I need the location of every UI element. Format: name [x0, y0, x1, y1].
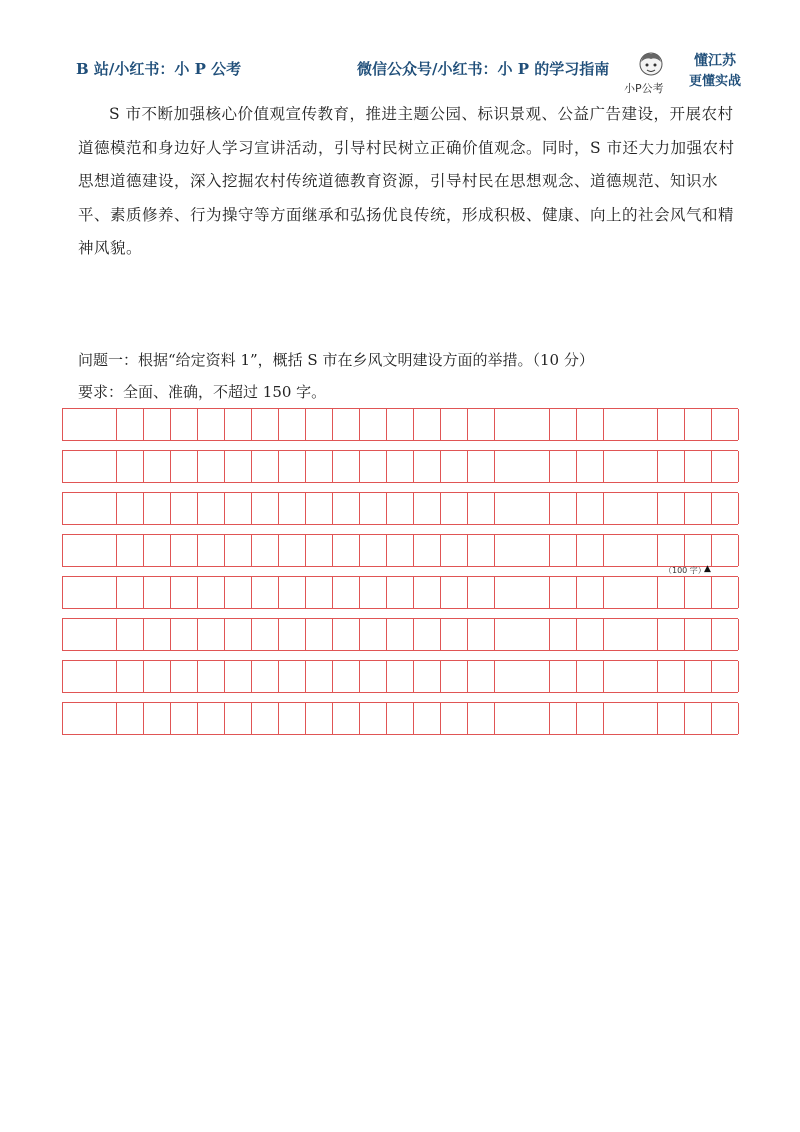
- answer-grid-cell[interactable]: [143, 535, 144, 566]
- answer-grid-cell[interactable]: [170, 661, 171, 692]
- answer-grid-cell[interactable]: [657, 493, 658, 524]
- answer-grid-cell[interactable]: [305, 451, 306, 482]
- answer-grid-cell[interactable]: [143, 619, 144, 650]
- answer-grid-cell[interactable]: [197, 451, 198, 482]
- answer-grid-cell[interactable]: [251, 577, 252, 608]
- answer-grid-row[interactable]: [62, 702, 738, 735]
- answer-grid-cell[interactable]: [549, 577, 550, 608]
- answer-grid-cell[interactable]: [305, 661, 306, 692]
- answer-grid-cell[interactable]: [278, 493, 279, 524]
- answer-grid-cell[interactable]: [576, 619, 577, 650]
- answer-grid-cell[interactable]: [170, 451, 171, 482]
- answer-grid-cell[interactable]: [278, 577, 279, 608]
- header-left-text: B 站/小红书：小 P 公考: [76, 60, 242, 78]
- answer-grid-cell[interactable]: [711, 409, 712, 440]
- answer-grid-cell[interactable]: [467, 661, 468, 692]
- answer-grid-cell[interactable]: [711, 703, 712, 734]
- answer-grid-cell[interactable]: [494, 619, 495, 650]
- answer-grid-row[interactable]: [62, 534, 738, 567]
- answer-grid-cell[interactable]: [684, 409, 685, 440]
- answer-grid-cell[interactable]: [413, 703, 414, 734]
- slogan-line-2: 更懂实战: [688, 74, 741, 89]
- answer-grid-cell[interactable]: [738, 661, 739, 692]
- answer-grid-cell[interactable]: [359, 451, 360, 482]
- answer-grid-cell[interactable]: [251, 535, 252, 566]
- answer-grid-cell[interactable]: [440, 619, 441, 650]
- answer-grid-cell[interactable]: [305, 577, 306, 608]
- answer-grid-cell[interactable]: [386, 703, 387, 734]
- answer-grid-cell[interactable]: [549, 535, 550, 566]
- answer-grid-row[interactable]: [62, 450, 738, 483]
- answer-grid-cell[interactable]: [305, 619, 306, 650]
- answer-grid-cell[interactable]: [143, 451, 144, 482]
- answer-grid-cell[interactable]: [359, 577, 360, 608]
- answer-grid-cell[interactable]: [576, 409, 577, 440]
- answer-grid-cell[interactable]: [197, 535, 198, 566]
- answer-grid-cell[interactable]: [386, 577, 387, 608]
- answer-grid-cell[interactable]: [62, 535, 63, 566]
- answer-grid-cell[interactable]: [603, 577, 604, 608]
- answer-grid-cell[interactable]: [413, 493, 414, 524]
- answer-grid-cell[interactable]: [332, 703, 333, 734]
- answer-grid-cell[interactable]: [251, 661, 252, 692]
- answer-grid-cell[interactable]: [413, 409, 414, 440]
- question-requirement: 要求：全面、准确，不超过 150 字。: [78, 383, 327, 401]
- answer-grid-cell[interactable]: [116, 661, 117, 692]
- answer-grid-cell[interactable]: [170, 535, 171, 566]
- answer-grid-cell[interactable]: [197, 577, 198, 608]
- answer-grid-cell[interactable]: [305, 493, 306, 524]
- answer-grid-cell[interactable]: [738, 535, 739, 566]
- answer-grid-cell[interactable]: [116, 577, 117, 608]
- answer-grid-cell[interactable]: [116, 493, 117, 524]
- answer-grid-cell[interactable]: [684, 619, 685, 650]
- answer-grid-cell[interactable]: [549, 619, 550, 650]
- answer-grid-cell[interactable]: [332, 451, 333, 482]
- answer-grid-cell[interactable]: [549, 661, 550, 692]
- answer-grid-cell[interactable]: [197, 493, 198, 524]
- answer-grid-row[interactable]: [62, 618, 738, 651]
- word-counter-label: （100 字）: [664, 566, 706, 575]
- material-paragraph: S 市不断加强核心价值观宣传教育，推进主题公园、标识景观、公益广告建设，开展农村道德模范和身边好人学习宣讲活动，引导村民树立正确价值观念。同时，S 市还大力加强农村思想道德建设，深入挖掘农村传统道德教育资源，引导村民在思想观念、道德规范、知识水平、素质修养、行为操守等方面继承和弘扬优良传统，形成积极、健康、向上的社会风气和精神风貌。: [78, 105, 735, 257]
- answer-grid-row[interactable]: [62, 408, 738, 441]
- answer-grid-cell[interactable]: [684, 661, 685, 692]
- answer-grid-cell[interactable]: [467, 703, 468, 734]
- question-title: 问题一：根据“给定资料 1”，概括 S 市在乡风文明建设方面的举措。（10 分）: [78, 351, 594, 369]
- answer-grid-cell[interactable]: [143, 493, 144, 524]
- answer-grid-cell[interactable]: [386, 409, 387, 440]
- answer-grid-cell[interactable]: [711, 619, 712, 650]
- answer-grid-cell[interactable]: [684, 493, 685, 524]
- answer-grid-cell[interactable]: [494, 493, 495, 524]
- answer-grid-cell[interactable]: [116, 535, 117, 566]
- answer-grid-cell[interactable]: [738, 619, 739, 650]
- answer-grid-cell[interactable]: [332, 619, 333, 650]
- answer-grid-cell[interactable]: [413, 451, 414, 482]
- answer-grid-cell[interactable]: [224, 409, 225, 440]
- answer-grid-cell[interactable]: [143, 577, 144, 608]
- answer-grid-cell[interactable]: [711, 535, 712, 566]
- answer-grid-row[interactable]: [62, 660, 738, 693]
- answer-grid-row[interactable]: [62, 576, 738, 609]
- header-right-text: 微信公众号/小红书：小 P 的学习指南: [357, 60, 610, 78]
- mascot-logo-icon: [636, 50, 666, 80]
- answer-grid-cell[interactable]: [603, 493, 604, 524]
- answer-grid-cell[interactable]: [738, 577, 739, 608]
- answer-grid-cell[interactable]: [711, 661, 712, 692]
- answer-grid-cell[interactable]: [278, 661, 279, 692]
- answer-grid-cell[interactable]: [386, 661, 387, 692]
- answer-grid-cell[interactable]: [197, 703, 198, 734]
- answer-grid-cell[interactable]: [603, 661, 604, 692]
- answer-grid-cell[interactable]: [386, 493, 387, 524]
- answer-grid-cell[interactable]: [62, 703, 63, 734]
- answer-grid-cell[interactable]: [170, 619, 171, 650]
- answer-grid-cell[interactable]: [359, 619, 360, 650]
- answer-grid-cell[interactable]: [305, 409, 306, 440]
- answer-grid-cell[interactable]: [657, 661, 658, 692]
- answer-grid-cell[interactable]: [684, 535, 685, 566]
- answer-grid-cell[interactable]: [467, 493, 468, 524]
- answer-grid-cell[interactable]: [576, 577, 577, 608]
- answer-grid-cell[interactable]: [440, 451, 441, 482]
- answer-grid-cell[interactable]: [386, 535, 387, 566]
- answer-grid-cell[interactable]: [603, 619, 604, 650]
- answer-grid-cell[interactable]: [413, 577, 414, 608]
- answer-grid-cell[interactable]: [467, 451, 468, 482]
- answer-grid-cell[interactable]: [603, 535, 604, 566]
- answer-grid-cell[interactable]: [332, 493, 333, 524]
- answer-grid-cell[interactable]: [62, 409, 63, 440]
- answer-grid-cell[interactable]: [440, 577, 441, 608]
- answer-grid-cell[interactable]: [549, 493, 550, 524]
- answer-grid-cell[interactable]: [711, 451, 712, 482]
- answer-grid-cell[interactable]: [657, 409, 658, 440]
- answer-grid-cell[interactable]: [657, 451, 658, 482]
- answer-grid-cell[interactable]: [62, 493, 63, 524]
- answer-grid-cell[interactable]: [251, 409, 252, 440]
- answer-grid-cell[interactable]: [440, 493, 441, 524]
- answer-grid-cell[interactable]: [711, 493, 712, 524]
- answer-grid-cell[interactable]: [413, 535, 414, 566]
- answer-grid-cell[interactable]: [494, 451, 495, 482]
- answer-grid-cell[interactable]: [170, 703, 171, 734]
- answer-grid-cell[interactable]: [467, 409, 468, 440]
- answer-grid-cell[interactable]: [116, 409, 117, 440]
- answer-grid-cell[interactable]: [278, 703, 279, 734]
- answer-grid-cell[interactable]: [332, 535, 333, 566]
- answer-grid-cell[interactable]: [549, 703, 550, 734]
- answer-grid-cell[interactable]: [251, 703, 252, 734]
- answer-grid-cell[interactable]: [576, 493, 577, 524]
- answer-grid-cell[interactable]: [657, 577, 658, 608]
- answer-grid-cell[interactable]: [62, 451, 63, 482]
- answer-grid-cell[interactable]: [386, 619, 387, 650]
- answer-grid-cell[interactable]: [494, 577, 495, 608]
- answer-grid-cell[interactable]: [413, 661, 414, 692]
- answer-grid-cell[interactable]: [62, 619, 63, 650]
- answer-grid-cell[interactable]: [413, 619, 414, 650]
- answer-grid-cell[interactable]: [224, 451, 225, 482]
- answer-grid-cell[interactable]: [197, 661, 198, 692]
- answer-grid-cell[interactable]: [278, 619, 279, 650]
- answer-grid-cell[interactable]: [251, 493, 252, 524]
- answer-grid-cell[interactable]: [467, 535, 468, 566]
- answer-grid-cell[interactable]: [359, 661, 360, 692]
- answer-grid-cell[interactable]: [143, 703, 144, 734]
- logo-caption: 小P公考: [624, 82, 664, 95]
- answer-grid-cell[interactable]: [359, 409, 360, 440]
- answer-grid-cell[interactable]: [657, 703, 658, 734]
- answer-grid-cell[interactable]: [494, 535, 495, 566]
- answer-grid-row[interactable]: [62, 492, 738, 525]
- answer-grid-cell[interactable]: [549, 409, 550, 440]
- answer-grid-cell[interactable]: [603, 409, 604, 440]
- answer-grid-cell[interactable]: [576, 703, 577, 734]
- answer-grid-cell[interactable]: [657, 535, 658, 566]
- answer-grid-cell[interactable]: [738, 703, 739, 734]
- answer-grid-cell[interactable]: [359, 535, 360, 566]
- answer-grid-cell[interactable]: [657, 619, 658, 650]
- answer-grid-cell[interactable]: [359, 703, 360, 734]
- answer-grid-cell[interactable]: [278, 409, 279, 440]
- slogan-line-1: 懂江苏: [694, 53, 736, 69]
- answer-grid-cell[interactable]: [684, 703, 685, 734]
- answer-grid-cell[interactable]: [386, 451, 387, 482]
- answer-grid-cell[interactable]: [440, 661, 441, 692]
- answer-grid-cell[interactable]: [116, 619, 117, 650]
- answer-grid-cell[interactable]: [576, 661, 577, 692]
- answer-grid-cell[interactable]: [738, 409, 739, 440]
- answer-grid-cell[interactable]: [332, 409, 333, 440]
- answer-grid-cell[interactable]: [143, 409, 144, 440]
- answer-grid-cell[interactable]: [467, 577, 468, 608]
- answer-grid-cell[interactable]: [251, 619, 252, 650]
- answer-grid-cell[interactable]: [116, 703, 117, 734]
- answer-grid-cell[interactable]: [116, 451, 117, 482]
- answer-grid-cell[interactable]: [224, 493, 225, 524]
- answer-grid-cell[interactable]: [170, 493, 171, 524]
- answer-grid-cell[interactable]: [251, 451, 252, 482]
- answer-grid-cell[interactable]: [197, 409, 198, 440]
- answer-grid-cell[interactable]: [224, 535, 225, 566]
- answer-grid-cell[interactable]: [224, 661, 225, 692]
- answer-grid-cell[interactable]: [467, 619, 468, 650]
- answer-grid-cell[interactable]: [576, 535, 577, 566]
- answer-grid-cell[interactable]: [603, 451, 604, 482]
- answer-grid-cell[interactable]: [305, 535, 306, 566]
- answer-grid-cell[interactable]: [62, 577, 63, 608]
- answer-grid-cell[interactable]: [440, 409, 441, 440]
- answer-grid-cell[interactable]: [684, 577, 685, 608]
- answer-grid-cell[interactable]: [332, 661, 333, 692]
- answer-grid-cell[interactable]: [576, 451, 577, 482]
- answer-grid-cell[interactable]: [224, 703, 225, 734]
- answer-grid-cell[interactable]: [738, 493, 739, 524]
- answer-grid-cell[interactable]: [170, 577, 171, 608]
- answer-grid-cell[interactable]: [224, 619, 225, 650]
- answer-grid-cell[interactable]: [278, 451, 279, 482]
- answer-grid-cell[interactable]: [494, 409, 495, 440]
- answer-grid-cell[interactable]: [170, 409, 171, 440]
- answer-grid-cell[interactable]: [332, 577, 333, 608]
- answer-grid-cell[interactable]: [62, 661, 63, 692]
- answer-grid-cell[interactable]: [494, 703, 495, 734]
- answer-grid-cell[interactable]: [197, 619, 198, 650]
- slogan: [680, 50, 750, 92]
- answer-grid-cell[interactable]: [684, 451, 685, 482]
- answer-grid-cell[interactable]: [711, 577, 712, 608]
- answer-grid-cell[interactable]: [359, 493, 360, 524]
- answer-grid-cell[interactable]: [305, 703, 306, 734]
- answer-grid-cell[interactable]: [278, 535, 279, 566]
- answer-grid-cell[interactable]: [440, 535, 441, 566]
- answer-grid-cell[interactable]: [494, 661, 495, 692]
- triangle-up-icon: ▲: [704, 564, 711, 574]
- answer-grid-cell[interactable]: [143, 661, 144, 692]
- answer-grid-cell[interactable]: [224, 577, 225, 608]
- answer-grid-cell[interactable]: [738, 451, 739, 482]
- answer-grid-cell[interactable]: [603, 703, 604, 734]
- answer-grid-cell[interactable]: [549, 451, 550, 482]
- answer-grid-cell[interactable]: [440, 703, 441, 734]
